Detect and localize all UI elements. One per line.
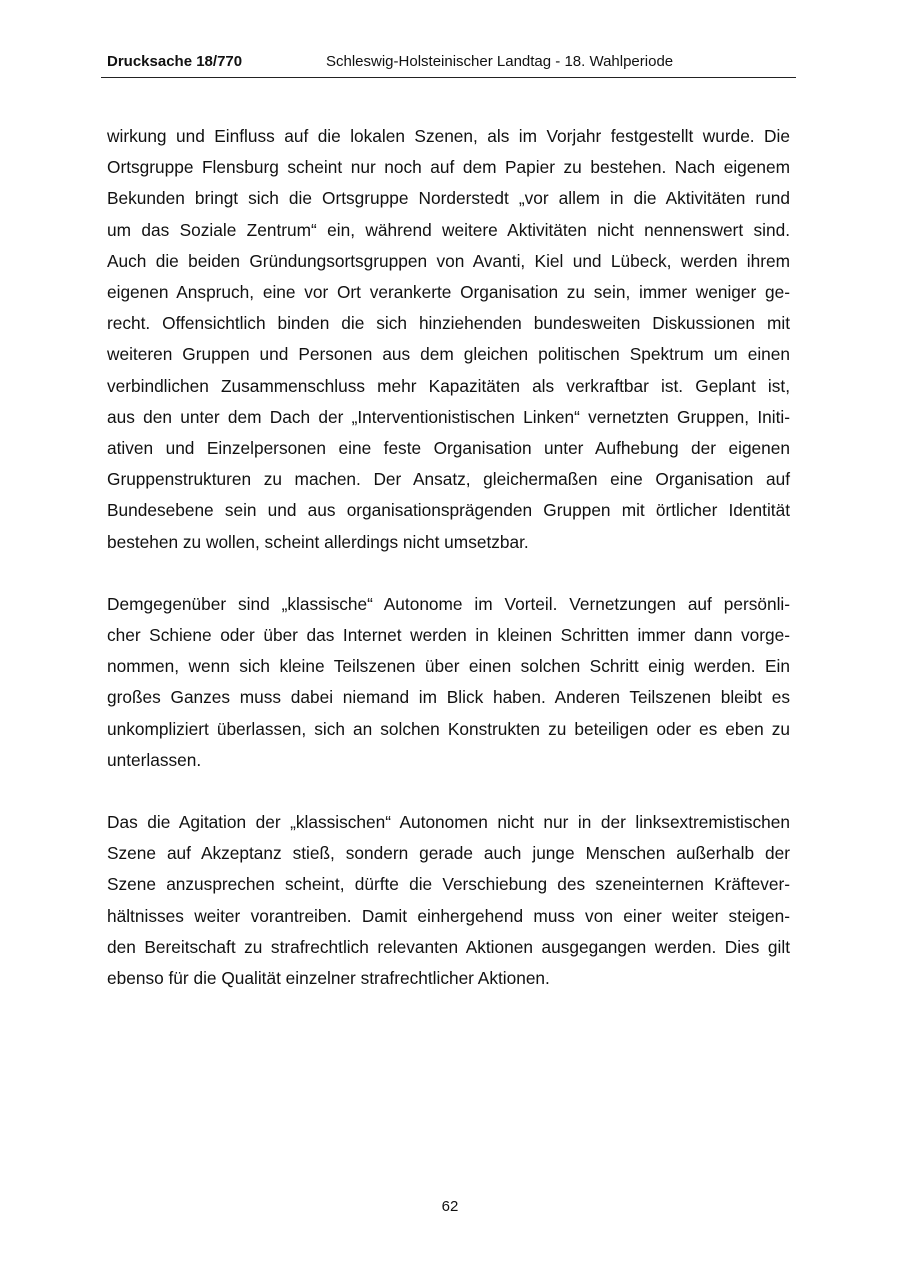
paragraph bbox=[107, 807, 790, 994]
text-line: ebenso für die Qualität einzelner strafrechtlicher Aktionen. bbox=[107, 968, 550, 989]
text-line: cher Schiene oder über das Internet werden in kleinen Schritten immer dann vorge- bbox=[107, 625, 790, 646]
text-line: hältnisses weiter vorantreiben. Damit einhergehend muss von einer weiter steigen- bbox=[107, 905, 790, 926]
text-line: den Bereitschaft zu strafrechtlich relevanten Aktionen ausgegangen werden. Dies gilt bbox=[107, 936, 790, 957]
paragraph bbox=[107, 589, 790, 776]
page-header bbox=[101, 50, 796, 78]
text-line: Auch die beiden Gründungsortsgruppen von Avanti, Kiel und Lübeck, werden ihrem bbox=[107, 250, 790, 271]
text-line: Das die Agitation der „klassischen“ Autonomen nicht nur in der linksextremistischen bbox=[107, 812, 790, 833]
text-line: Demgegenüber sind „klassische“ Autonome im Vorteil. Vernetzungen auf persönli- bbox=[107, 593, 790, 614]
header-title: Schleswig-Holsteinischer Landtag - 18. Wahlperiode bbox=[326, 53, 674, 70]
text-line: weiteren Gruppen und Personen aus dem gleichen politischen Spektrum um einen bbox=[107, 344, 790, 365]
body-text bbox=[107, 121, 790, 1025]
text-line: unterlassen. bbox=[107, 749, 202, 770]
text-line: eigenen Anspruch, eine vor Ort verankerte Organisation zu sein, immer weniger ge- bbox=[107, 282, 790, 303]
text-line: Bundesebene sein und aus organisationsprägenden Gruppen mit örtlicher Identität bbox=[107, 500, 790, 521]
text-line: aus den unter dem Dach der „Interventionistischen Linken“ vernetzten Gruppen, Initi- bbox=[107, 406, 790, 427]
text-line: bestehen zu wollen, scheint allerdings nicht umsetzbar. bbox=[107, 531, 529, 552]
text-line: Bekunden bringt sich die Ortsgruppe Norderstedt „vor allem in die Aktivitäten rund bbox=[107, 188, 790, 209]
paragraph bbox=[107, 121, 790, 558]
text-line: verbindlichen Zusammenschluss mehr Kapazitäten als verkraftbar ist. Geplant ist, bbox=[107, 375, 790, 396]
text-line: Szene anzusprechen scheint, dürfte die Verschiebung des szeneinternen Kräftever- bbox=[107, 874, 790, 895]
text-line: recht. Offensichtlich binden die sich hinziehenden bundesweiten Diskussionen mit bbox=[107, 313, 790, 334]
text-line: nommen, wenn sich kleine Teilszenen über einen solchen Schritt einig werden. Ein bbox=[107, 656, 790, 677]
document-number: Drucksache 18/770 bbox=[107, 53, 243, 70]
text-line: Szene auf Akzeptanz stieß, sondern gerade auch junge Menschen außerhalb der bbox=[107, 843, 790, 864]
text-line: Gruppenstrukturen zu machen. Der Ansatz, gleichermaßen eine Organisation auf bbox=[107, 469, 790, 490]
text-line: um das Soziale Zentrum“ ein, während weitere Aktivitäten nicht nennenswert sind. bbox=[107, 219, 790, 240]
text-line: Ortsgruppe Flensburg scheint nur noch auf dem Papier zu bestehen. Nach eigenem bbox=[107, 157, 790, 178]
page-number: 62 bbox=[441, 1198, 459, 1215]
text-line: ativen und Einzelpersonen eine feste Organisation unter Aufhebung der eigenen bbox=[107, 438, 790, 459]
text-line: unkompliziert überlassen, sich an solchen Konstrukten zu beteiligen oder es eben zu bbox=[107, 718, 790, 739]
text-line: großes Ganzes muss dabei niemand im Blick haben. Anderen Teilszenen bleibt es bbox=[107, 687, 790, 708]
text-line: wirkung und Einfluss auf die lokalen Szenen, als im Vorjahr festgestellt wurde. Die bbox=[107, 126, 790, 146]
